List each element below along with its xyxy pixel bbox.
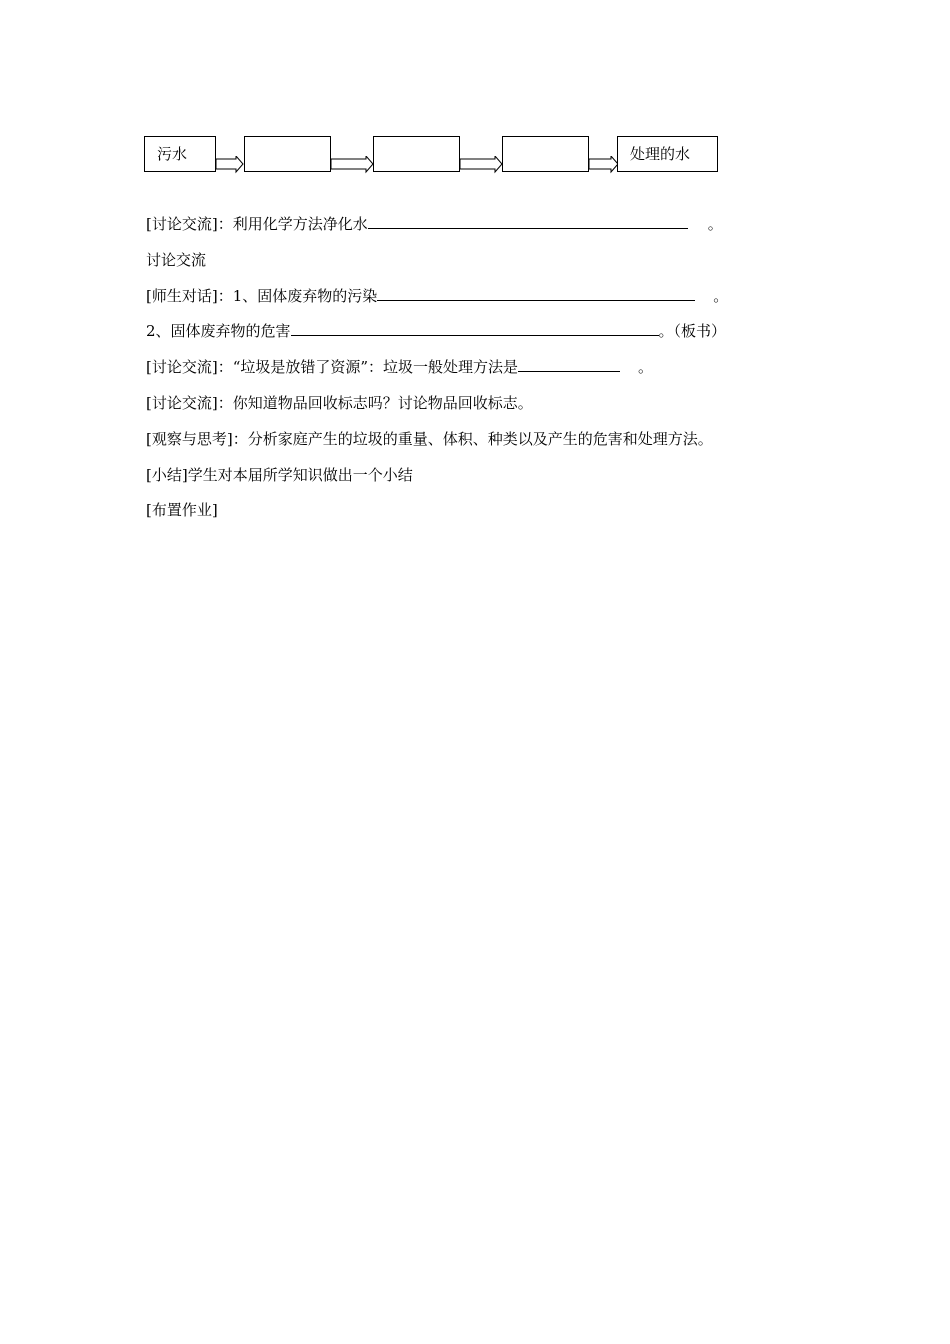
homework: [布置作业] <box>146 501 218 519</box>
answer-blank[interactable] <box>377 286 695 301</box>
dialogue-solid-waste-pollution: [师生对话]：1、固体废弃物的污染 。 <box>146 287 729 305</box>
discussion-heading: 讨论交流 <box>146 251 207 269</box>
discussion-waste-treatment: [讨论交流]：“垃圾是放错了资源”：垃圾一般处理方法是 。 <box>146 358 654 376</box>
flow-box-step-2 <box>373 136 460 172</box>
answer-blank[interactable] <box>368 214 688 229</box>
flow-arrow-icon <box>331 156 374 174</box>
flow-arrow-icon <box>216 156 244 174</box>
flow-arrow-icon <box>589 156 619 174</box>
discussion-chemical-purification: [讨论交流]：利用化学方法净化水 。 <box>146 215 723 233</box>
flow-arrow-icon <box>460 156 503 174</box>
solid-waste-hazards: 2、固体废弃物的危害 。（板书） <box>146 322 727 340</box>
flow-box-sewage <box>144 136 216 172</box>
flow-box-step-1 <box>244 136 331 172</box>
flow-box-sewage-label: 污水 <box>157 145 188 163</box>
answer-blank[interactable] <box>518 357 620 372</box>
answer-blank[interactable] <box>291 321 659 336</box>
flow-box-treated-water-label: 处理的水 <box>630 145 691 163</box>
water-treatment-flowchart <box>0 0 950 190</box>
flow-box-treated-water <box>617 136 718 172</box>
discussion-recycling-symbol: [讨论交流]：你知道物品回收标志吗？讨论物品回收标志。 <box>146 394 533 412</box>
observe-and-think: [观察与思考]：分析家庭产生的垃圾的重量、体积、种类以及产生的危害和处理方法。 <box>146 430 713 448</box>
summary: [小结]学生对本届所学知识做出一个小结 <box>146 466 413 484</box>
flow-box-step-3 <box>502 136 589 172</box>
